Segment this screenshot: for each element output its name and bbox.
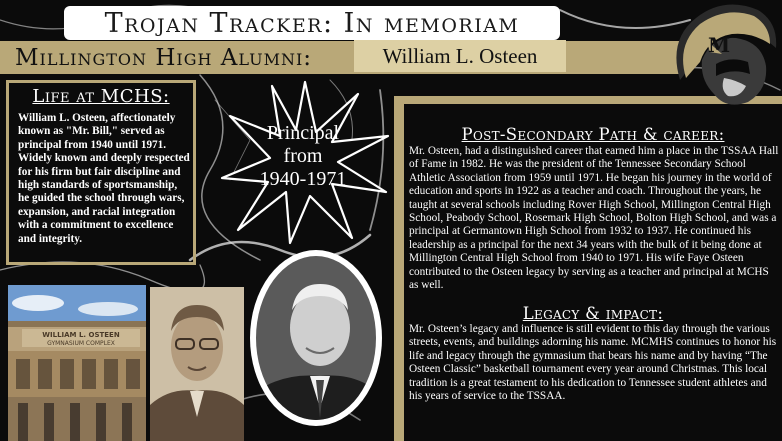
gym-sign-line-2: GYMNASIUM COMPLEX xyxy=(47,340,115,347)
gym-sign-line-1: WILLIAM L. OSTEEN xyxy=(42,331,120,339)
life-text: William L. Osteen, affectionately known as "Mr. Bill," served as principal from 1940 until 1971. Widely known and deeply respected for his firm but fair discipline and high standards of sportsmanship, he guided the school through wars, expansion, and racial integration with a commitment to excellence and integrity. xyxy=(18,112,190,245)
life-heading: Life at MCHS: xyxy=(32,86,170,107)
gymnasium-photo xyxy=(8,285,146,441)
starburst-line-3: 1940-1971 xyxy=(259,168,347,190)
legacy-heading: Legacy & impact: xyxy=(522,304,664,323)
title-box xyxy=(64,6,560,40)
portrait-photo-elder xyxy=(248,248,384,428)
starburst-line-2: from xyxy=(283,145,323,167)
trojan-mascot-icon xyxy=(666,0,782,108)
post-secondary-text: Mr. Osteen, had a distinguished career that earned him a place in the TSSAA Hall of Fame in 1982. He was the president of the Tennessee Secondary School Athletic Association from 1959 until 1971. He began his journey in the world of education and sports in 1922 as a teacher and coach. Throughout the years, he taught at several schools including Rover High School, Millington Central High School, Peabody School, Rosemark High School, Bolton High School, and was a principal at Germantown High School from 1932 to 1937. He continued his leadership as a principal for the next 34 years with the bulk of it being done at Millington Central High School from 1940 to 1971. His wife Faye Osteen contributed to the Osteen legacy by serving as a teacher and principal at MCHS as well. xyxy=(409,145,779,292)
legacy-text: Mr. Osteen’s legacy and influence is still evident to this day through the various streets, events, and buildings adorning his name. MCMHS continues to honor his life and legacy through the gymnasium that bears his name and by having “The Osteen Classic” basketball tournament every year around Christmas. This local tradition is a great testament to his dedication to Tennessee student athletes and his years of service to the TSSAA. xyxy=(409,323,777,403)
starburst-text xyxy=(228,122,378,191)
alumni-label: Millington High Alumni: xyxy=(15,44,345,72)
post-secondary-heading: Post-Secondary Path & career: xyxy=(461,125,725,144)
mascot-letter: M xyxy=(708,33,731,57)
page-title: Trojan Tracker: In memoriam xyxy=(104,7,520,39)
alumni-name: William L. Osteen xyxy=(354,40,566,72)
portrait-photo-young xyxy=(150,287,244,441)
starburst-line-1: Principal xyxy=(266,122,340,144)
